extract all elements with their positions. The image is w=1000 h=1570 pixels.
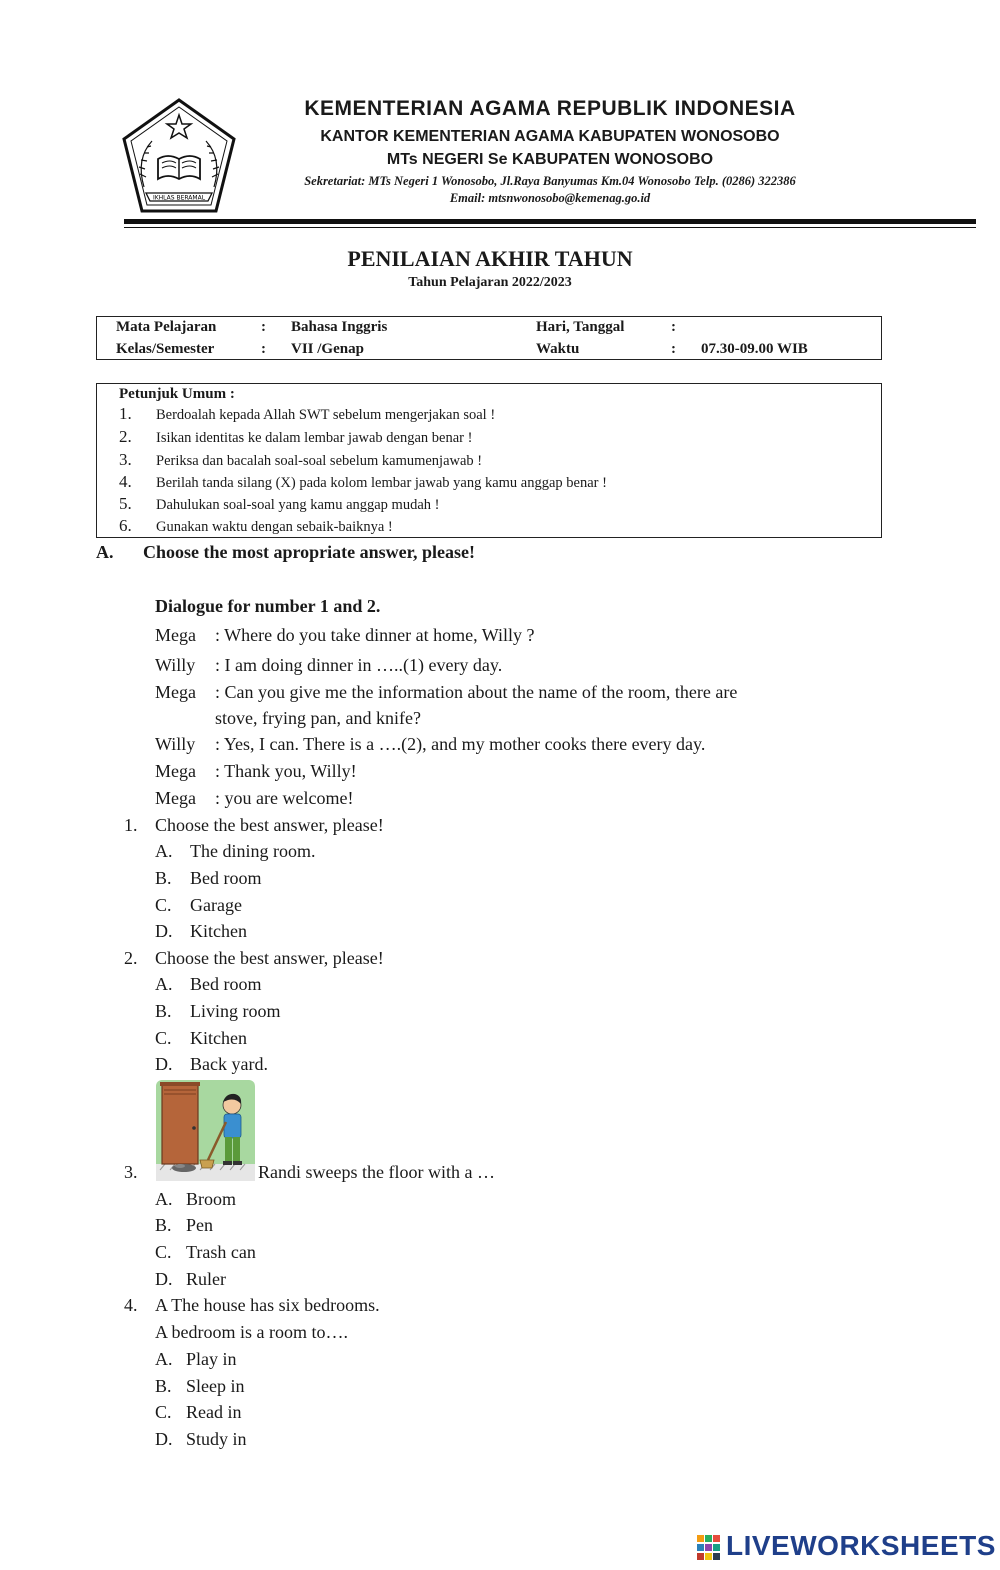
answer-option[interactable]: C. Kitchen (155, 1028, 247, 1048)
question-number: 3. (124, 1162, 138, 1182)
answer-option[interactable]: C. Read in (155, 1402, 242, 1422)
answer-option[interactable]: B. Pen (155, 1215, 213, 1235)
class-colon: : (261, 341, 266, 357)
dialogue-line: : I am doing dinner in …..(1) every day. (215, 655, 503, 675)
answer-option[interactable]: D. Study in (155, 1429, 247, 1449)
answer-option[interactable]: A. The dining room. (155, 841, 316, 861)
answer-option[interactable]: A. Bed room (155, 974, 262, 994)
subject-label: Mata Pelajaran (116, 319, 217, 335)
question-text: Randi sweeps the floor with a … (258, 1162, 495, 1182)
question-text: Choose the best answer, please! (155, 948, 384, 968)
dialogue-speaker: Mega (155, 625, 196, 645)
class-label: Kelas/Semester (116, 341, 215, 357)
liveworksheets-logo-icon (697, 1535, 721, 1561)
question-text: A The house has six bedrooms. (155, 1295, 380, 1315)
dialogue-speaker: Mega (155, 788, 196, 808)
instructions-box (96, 383, 882, 538)
day-label: Hari, Tanggal (536, 319, 625, 335)
time-colon: : (671, 341, 676, 357)
org-name-line3: MTs NEGERI Se KABUPATEN WONOSOBO (386, 151, 714, 168)
class-value: VII /Genap (291, 341, 364, 357)
section-instruction: Choose the most apropriate answer, please! (143, 542, 475, 562)
dialogue-line: : Thank you, Willy! (215, 761, 357, 781)
org-address: Sekretariat: MTs Negeri 1 Wonosobo, Jl.Raya Banyumas Km.04 Wonosobo Telp. (0286) 322386 (304, 174, 796, 188)
dialogue-speaker: Willy (155, 655, 196, 675)
header-rule-thin (124, 227, 976, 228)
question-number: 2. (124, 948, 138, 968)
answer-option[interactable]: C. Trash can (155, 1242, 256, 1262)
answer-option[interactable]: B. Bed room (155, 868, 262, 888)
instruction-item: 4. Berilah tanda silang (X) pada kolom lembar jawab yang kamu anggap benar ! (119, 472, 607, 491)
org-name-line2: KANTOR KEMENTERIAN AGAMA KABUPATEN WONOSOBO (320, 128, 780, 145)
answer-option[interactable]: C. Garage (155, 895, 242, 915)
boy-sweeping-illustration (156, 1080, 255, 1181)
time-label: Waktu (536, 341, 580, 357)
ministry-logo (120, 97, 238, 215)
question-text: Choose the best answer, please! (155, 815, 384, 835)
answer-option[interactable]: B. Sleep in (155, 1376, 245, 1396)
exam-subtitle: Tahun Pelajaran 2022/2023 (408, 275, 572, 290)
liveworksheets-watermark: LIVEWORKSHEETS (726, 1530, 996, 1561)
header-rule-thick (124, 219, 976, 224)
subject-value: Bahasa Inggris (291, 319, 388, 335)
question-text-continued: A bedroom is a room to…. (155, 1322, 348, 1342)
answer-option[interactable]: A. Play in (155, 1349, 237, 1369)
dialogue-line: : Where do you take dinner at home, Willy ? (215, 625, 535, 645)
dialogue-title: Dialogue for number 1 and 2. (155, 596, 381, 616)
answer-option[interactable]: B. Living room (155, 1001, 281, 1021)
section-letter: A. (96, 542, 114, 562)
instruction-item: 3. Periksa dan bacalah soal-soal sebelum kamumenjawab ! (119, 450, 483, 469)
instruction-item: 2. Isikan identitas ke dalam lembar jawab dengan benar ! (119, 427, 473, 446)
instruction-item: 5. Dahulukan soal-soal yang kamu anggap mudah ! (119, 494, 440, 513)
subject-colon: : (261, 319, 266, 335)
answer-option[interactable]: D. Kitchen (155, 921, 247, 941)
answer-option[interactable]: D. Back yard. (155, 1054, 268, 1074)
dialogue-line: : Can you give me the information about the name of the room, there are (215, 682, 738, 702)
logo-banner-text: IKHLAS BERAMAL (152, 194, 206, 202)
time-value: 07.30-09.00 WIB (701, 341, 808, 357)
question-number: 1. (124, 815, 138, 835)
answer-option[interactable]: D. Ruler (155, 1269, 226, 1289)
dialogue-speaker: Mega (155, 761, 196, 781)
dialogue-line-continued: stove, frying pan, and knife? (215, 708, 421, 728)
org-name-line1: KEMENTERIAN AGAMA REPUBLIK INDONESIA (304, 97, 796, 120)
question-number: 4. (124, 1295, 138, 1315)
instruction-item: 6. Gunakan waktu dengan sebaik-baiknya ! (119, 516, 393, 535)
dialogue-speaker: Mega (155, 682, 196, 702)
day-colon: : (671, 319, 676, 335)
instructions-title: Petunjuk Umum : (119, 386, 235, 402)
answer-option[interactable]: A. Broom (155, 1189, 237, 1209)
dialogue-speaker: Willy (155, 734, 196, 754)
org-email: Email: mtsnwonosobo@kemenag.go.id (449, 191, 651, 205)
exam-info-box (96, 316, 882, 360)
instruction-item: 1. Berdoalah kepada Allah SWT sebelum mengerjakan soal ! (119, 404, 496, 423)
dialogue-line: : Yes, I can. There is a ….(2), and my mother cooks there every day. (215, 734, 706, 754)
exam-title: PENILAIAN AKHIR TAHUN (347, 246, 633, 271)
dialogue-line: : you are welcome! (215, 788, 354, 808)
